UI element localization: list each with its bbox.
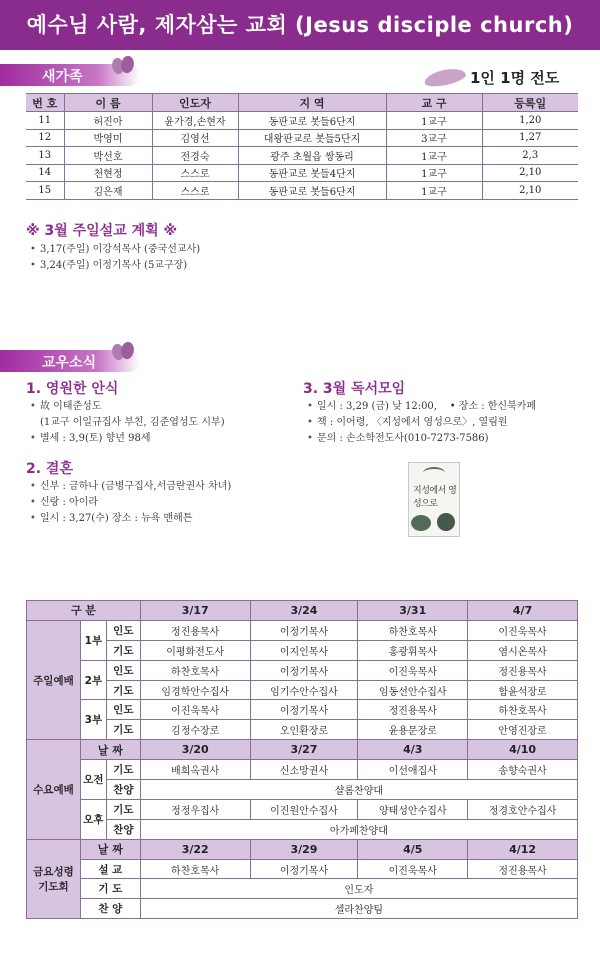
new-family-section-label: 새가족 [0, 64, 140, 86]
table-row: 기도 임경학안수집사 임기수안수집사 임동선안수집사 함윤석장로 [27, 680, 578, 700]
table-row: 14 천현정 스스로 동판교로 봇들4단지 1교구 2,10 [26, 164, 578, 182]
funeral-heading: 1. 영원한 안식 [26, 381, 119, 397]
evangelism-motto: 1인 1명 전도 [420, 66, 570, 88]
col-district: 교 구 [386, 94, 482, 112]
book-cover-image: 지성에서 영성으로 [408, 462, 460, 537]
list-item: • 故 이태준성도 [30, 399, 225, 415]
col-name: 이 름 [64, 94, 152, 112]
table-row: 수요예배 날 짜 3/20 3/27 4/3 4/10 [27, 740, 578, 760]
table-row: 기 도 인도자 [27, 879, 578, 899]
table-row: 구 분 3/17 3/24 3/31 4/7 [27, 601, 578, 621]
table-row: 11 허진아 윤가경,손현자 동판교로 봇들6단지 1교구 1,20 [26, 112, 578, 130]
table-row: 12 박영미 김영선 대왕판교로 봇들5단지 3교구 1,27 [26, 129, 578, 147]
table-row: 오후 기도 정정우집사 이진원안수집사 양태성안수집사 정경호안수집사 [27, 799, 578, 819]
table-header-row [26, 94, 578, 112]
list-item: • 책 : 이어령, 〈지성에서 영성으로〉, 열림원 [307, 415, 587, 431]
friday-group-label: 금요성령기도회 [27, 839, 81, 919]
sunday-group-label: 주일예배 [27, 620, 81, 739]
wedding-heading: 2. 결혼 [26, 461, 73, 477]
table-row: 15 김은재 스스로 동판교로 봇들6단지 1교구 2,10 [26, 182, 578, 200]
col-reg-date: 등록일 [482, 94, 578, 112]
funeral-list [30, 399, 225, 447]
butterfly-icon [112, 56, 136, 78]
reading-heading: 3. 3월 독서모임 [303, 381, 406, 397]
table-row: 찬양 아가페찬양대 [27, 819, 578, 839]
list-item: • 문의 : 손소학전도사(010-7273-7586) [307, 431, 587, 447]
table-row: 2부 인도 하찬호목사 이정기목사 이진욱목사 정진용목사 [27, 660, 578, 680]
page-banner [0, 0, 600, 50]
table-row: 찬양 샬롬찬양대 [27, 780, 578, 800]
table-row: 찬 양 셀라찬양팀 [27, 899, 578, 919]
wednesday-group-label: 수요예배 [27, 740, 81, 839]
list-item: • 별세 : 3,9(토) 향년 98세 [30, 431, 225, 447]
sermon-plan-list [30, 242, 200, 274]
sermon-plan-title: ※ 3월 주일설교 계획 ※ [26, 223, 178, 239]
leaf-icon [423, 66, 467, 89]
table-row: 주일예배 1부 인도 정진용목사 이정기목사 하찬호목사 이진욱목사 [27, 620, 578, 640]
table-row: 3부 인도 이진욱목사 이정기목사 정진용목사 하찬호목사 [27, 700, 578, 720]
worship-schedule-table [26, 600, 578, 919]
table-row: 설 교 하찬호목사 이정기목사 이진욱목사 정진용목사 [27, 859, 578, 879]
page-title: 예수님 사람, 제자삼는 교회 (Jesus disciple church) [26, 13, 574, 37]
church-news-section-label: 교우소식 [0, 350, 140, 372]
list-item: (1교구 이일규집사 부친, 김준엽성도 시부) [40, 417, 225, 428]
list-item: • 일시 : 3,27(수) 장소 : 뉴욕 맨해튼 [30, 511, 231, 527]
table-row: 기도 이평화전도사 이지인목사 홍광휘목사 염시온목사 [27, 640, 578, 660]
col-region: 지 역 [238, 94, 386, 112]
wedding-list [30, 479, 231, 527]
list-item: • 신랑 : 아이라 [30, 495, 231, 511]
col-number: 번 호 [26, 94, 64, 112]
schedule-header-label: 구 분 [27, 601, 141, 621]
list-item: • 3,17(주일) 이강석목사 (중국선교사) [30, 242, 200, 258]
table-row: 기도 김정수장로 오인환장로 윤용문장로 안영진장로 [27, 720, 578, 740]
list-item: • 일시 : 3,29 (금) 낮 12:00, • 장소 : 한신북카페 [307, 399, 587, 415]
table-row: 13 박선호 전경숙 광주 초월읍 쌍동리 1교구 2,3 [26, 147, 578, 165]
col-guide: 인도자 [152, 94, 238, 112]
list-item: • 3,24(주일) 이정기목사 (5교구장) [30, 258, 200, 274]
reading-list [307, 399, 587, 447]
new-family-table [26, 93, 578, 200]
butterfly-icon [112, 342, 136, 364]
list-item: • 신부 : 금하나 (금병구집사,서금란권사 차녀) [30, 479, 231, 495]
table-row: 금요성령기도회 날 짜 3/22 3/29 4/5 4/12 [27, 839, 578, 859]
table-row: 오전 기도 배희옥권사 신소망권사 이선애집사 송향숙권사 [27, 760, 578, 780]
